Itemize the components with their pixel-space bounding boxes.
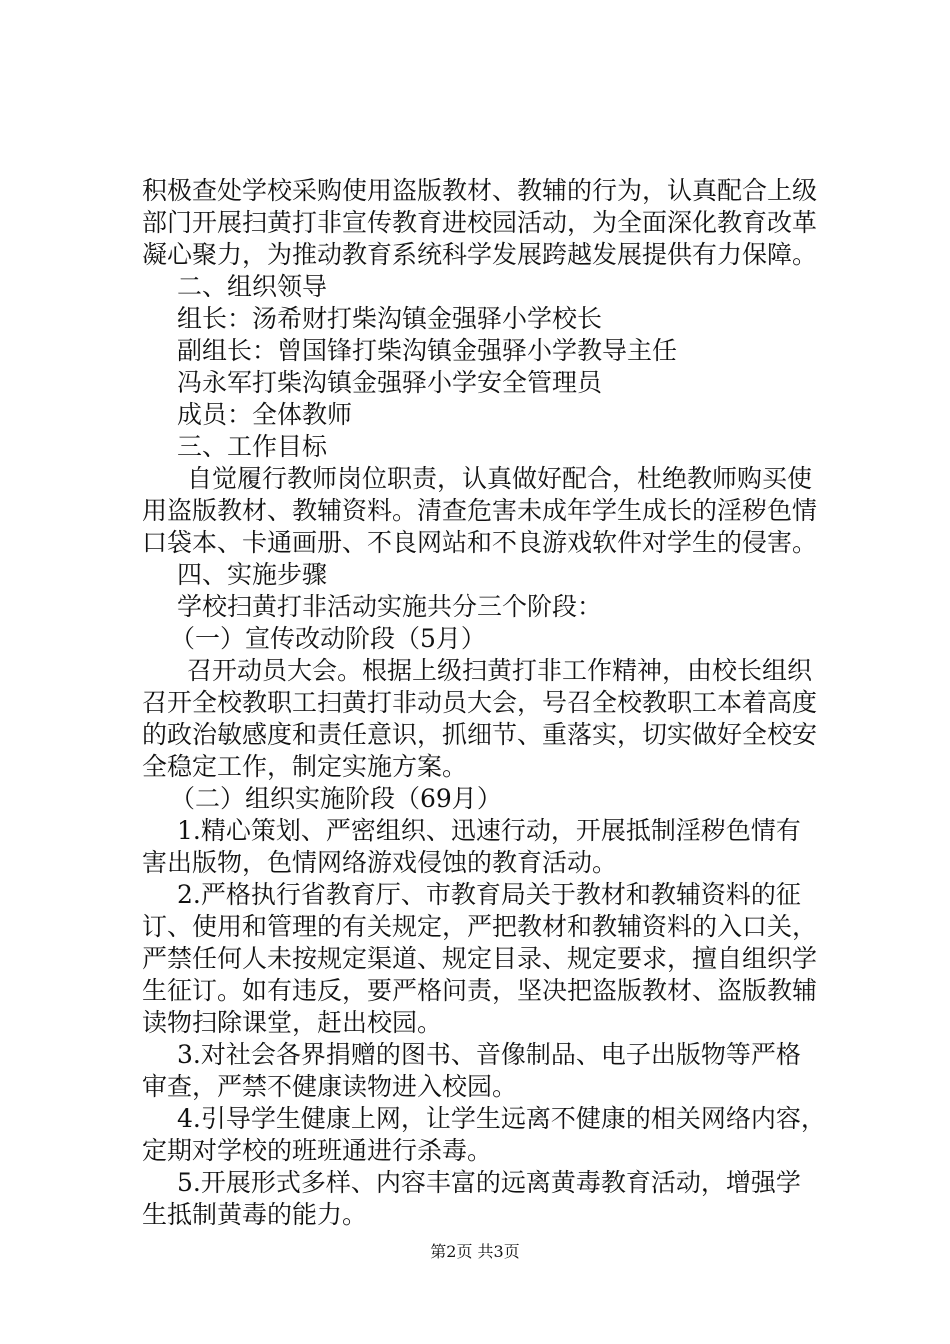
body-line: 用盗版教材、教辅资料。清查危害未成年学生成长的淫秽色情 bbox=[142, 496, 818, 525]
body-line: 学校扫黄打非活动实施共分三个阶段： bbox=[177, 592, 603, 621]
page-footer: 第2页 共3页 bbox=[430, 1242, 520, 1261]
body-line: 成员：全体教师 bbox=[177, 400, 353, 429]
list-item: 2.严格执行省教育厅、市教育局关于教材和教辅资料的征 bbox=[177, 880, 801, 909]
body-line: 审查，严禁不健康读物进入校园。 bbox=[142, 1072, 518, 1101]
body-line: 积极查处学校采购使用盗版教材、教辅的行为，认真配合上级 bbox=[142, 176, 818, 205]
list-item: 5.开展形式多样、内容丰富的远离黄毒教育活动，增强学 bbox=[177, 1168, 801, 1197]
body-line: 订、使用和管理的有关规定，严把教材和教辅资料的入口关， bbox=[142, 912, 818, 941]
body-line: 副组长：曾国锋打柴沟镇金强驿小学教导主任 bbox=[177, 336, 678, 365]
body-line: 生征订。如有违反，要严格问责，坚决把盗版教材、盗版教辅 bbox=[142, 976, 818, 1005]
body-line: 召开全校教职工扫黄打非动员大会，号召全校教职工本着高度 bbox=[142, 688, 818, 717]
body-line: 生抵制黄毒的能力。 bbox=[142, 1200, 368, 1229]
list-item: 4.引导学生健康上网，让学生远离不健康的相关网络内容， bbox=[177, 1104, 826, 1133]
body-line: 害出版物，色情网络游戏侵蚀的教育活动。 bbox=[142, 848, 618, 877]
subsection-heading: （二）组织实施阶段（69月） bbox=[170, 784, 502, 813]
list-item: 1.精心策划、严密组织、迅速行动，开展抵制淫秽色情有 bbox=[177, 816, 801, 845]
section-heading: 四、实施步骤 bbox=[177, 560, 328, 589]
body-line: 召开动员大会。根据上级扫黄打非工作精神，由校长组织 bbox=[187, 656, 813, 685]
body-line: 严禁任何人未按规定渠道、规定目录、规定要求，擅自组织学 bbox=[142, 944, 818, 973]
body-line: 凝心聚力，为推动教育系统科学发展跨越发展提供有力保障。 bbox=[142, 240, 818, 269]
body-line: 部门开展扫黄打非宣传教育进校园活动，为全面深化教育改革 bbox=[142, 208, 818, 237]
body-line: 组长：汤希财打柴沟镇金强驿小学校长 bbox=[177, 304, 603, 333]
body-line: 全稳定工作，制定实施方案。 bbox=[142, 752, 468, 781]
body-line: 定期对学校的班班通进行杀毒。 bbox=[142, 1136, 493, 1165]
body-line: 冯永军打柴沟镇金强驿小学安全管理员 bbox=[177, 368, 603, 397]
section-heading: 二、组织领导 bbox=[177, 272, 328, 301]
body-line: 自觉履行教师岗位职责，认真做好配合，杜绝教师购买使 bbox=[187, 464, 813, 493]
body-line: 口袋本、卡通画册、不良网站和不良游戏软件对学生的侵害。 bbox=[142, 528, 818, 557]
subsection-heading: （一）宣传改动阶段（5月） bbox=[170, 624, 486, 653]
section-heading: 三、工作目标 bbox=[177, 432, 328, 461]
body-line: 的政治敏感度和责任意识，抓细节、重落实，切实做好全校安 bbox=[142, 720, 818, 749]
body-line: 读物扫除课堂，赶出校园。 bbox=[142, 1008, 443, 1037]
list-item: 3.对社会各界捐赠的图书、音像制品、电子出版物等严格 bbox=[177, 1040, 801, 1069]
